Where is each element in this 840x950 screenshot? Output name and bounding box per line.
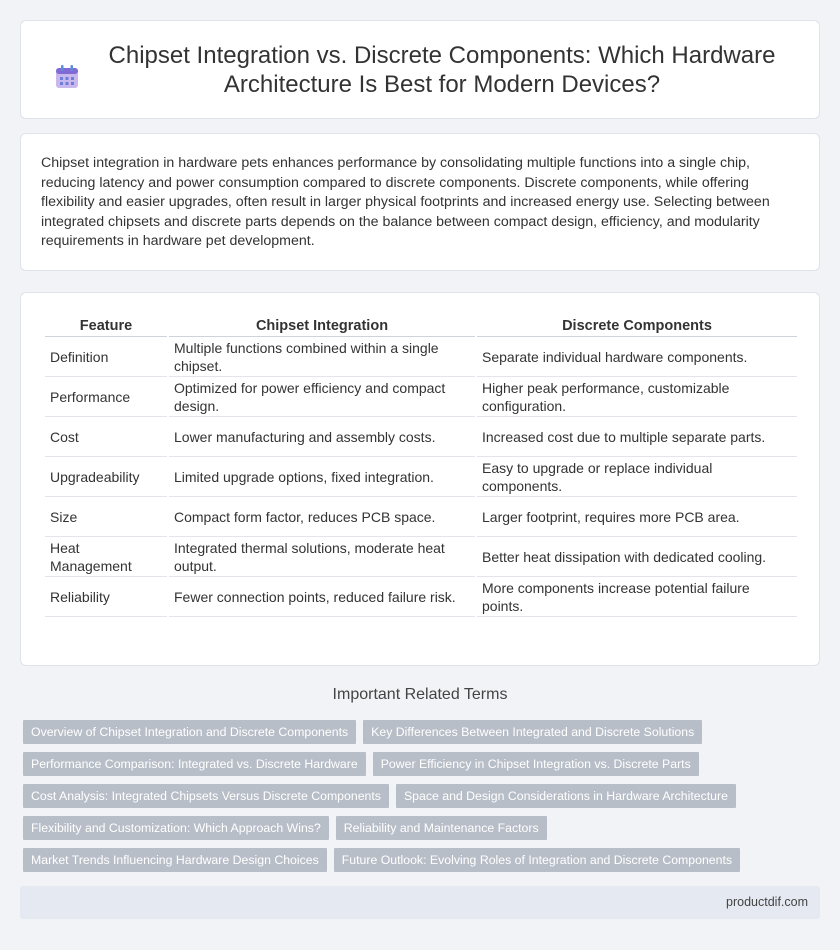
feature-cell: Size: [45, 497, 167, 537]
chipset-cell: Lower manufacturing and assembly costs.: [169, 417, 475, 457]
related-term-link[interactable]: Performance Comparison: Integrated vs. Discrete Hardware: [23, 752, 366, 776]
related-term-link[interactable]: Space and Design Considerations in Hardware Architecture: [396, 784, 736, 808]
discrete-cell: Separate individual hardware components.: [477, 337, 797, 377]
discrete-cell: More components increase potential failure points.: [477, 577, 797, 617]
feature-cell: Definition: [45, 337, 167, 377]
chipset-cell: Integrated thermal solutions, moderate heat output.: [169, 537, 475, 577]
feature-cell: Cost: [45, 417, 167, 457]
tag-row: [23, 848, 823, 872]
related-term-link[interactable]: Cost Analysis: Integrated Chipsets Versus Discrete Components: [23, 784, 389, 808]
related-term-link[interactable]: Market Trends Influencing Hardware Design Choices: [23, 848, 327, 872]
discrete-cell: Higher peak performance, customizable configuration.: [477, 377, 797, 417]
discrete-cell: Larger footprint, requires more PCB area.: [477, 497, 797, 537]
table-row: [45, 537, 797, 577]
intro-paragraph: Chipset integration in hardware pets enhances performance by consolidating multiple functions into a single chip, reducing latency and power consumption compared to discrete components. Discrete components, while offering flexibility and easier upgrades, often result in larger physical footprints and increased energy use. Selecting between integrated chipsets and discrete parts depends on the balance between compact design, efficiency, and modularity requirements in hardware pet development.: [41, 155, 770, 249]
related-term-link[interactable]: Reliability and Maintenance Factors: [336, 816, 547, 840]
table-row: [45, 577, 797, 617]
table-row: [45, 457, 797, 497]
tag-row: [23, 752, 823, 776]
chipset-cell: Limited upgrade options, fixed integration.: [169, 457, 475, 497]
chipset-cell: Fewer connection points, reduced failure risk.: [169, 577, 475, 617]
table-row: [45, 377, 797, 417]
related-term-link[interactable]: Power Efficiency in Chipset Integration vs. Discrete Parts: [373, 752, 699, 776]
footer: [20, 886, 820, 919]
related-terms-list: [23, 720, 823, 880]
related-term-link[interactable]: Overview of Chipset Integration and Discrete Components: [23, 720, 356, 744]
related-term-link[interactable]: Flexibility and Customization: Which Approach Wins?: [23, 816, 329, 840]
feature-cell: Performance: [45, 377, 167, 417]
page-title: Chipset Integration vs. Discrete Components: Which Hardware Architecture Is Best for Modern Devices?: [108, 41, 776, 98]
feature-cell: Heat Management: [45, 537, 167, 577]
discrete-cell: Easy to upgrade or replace individual components.: [477, 457, 797, 497]
discrete-cell: Increased cost due to multiple separate parts.: [477, 417, 797, 457]
column-header-chipset: Chipset Integration: [169, 313, 475, 337]
title-card: [20, 20, 820, 119]
chipset-cell: Optimized for power efficiency and compact design.: [169, 377, 475, 417]
discrete-cell: Better heat dissipation with dedicated cooling.: [477, 537, 797, 577]
intro-card: [20, 133, 820, 271]
calendar-grid-icon: [53, 63, 81, 91]
chipset-cell: Compact form factor, reduces PCB space.: [169, 497, 475, 537]
related-terms-heading: Important Related Terms: [332, 686, 508, 703]
related-term-link[interactable]: Key Differences Between Integrated and Discrete Solutions: [363, 720, 702, 744]
table-row: [45, 497, 797, 537]
column-header-discrete: Discrete Components: [477, 313, 797, 337]
table-row: [45, 337, 797, 377]
table-header-row: [45, 313, 797, 337]
tag-row: [23, 816, 823, 840]
tag-row: [23, 720, 823, 744]
comparison-card: [20, 292, 820, 666]
table-row: [45, 417, 797, 457]
feature-cell: Reliability: [45, 577, 167, 617]
column-header-feature: Feature: [45, 313, 167, 337]
feature-cell: Upgradeability: [45, 457, 167, 497]
tag-row: [23, 784, 823, 808]
site-credit[interactable]: productdif.com: [726, 895, 808, 909]
chipset-cell: Multiple functions combined within a single chipset.: [169, 337, 475, 377]
related-term-link[interactable]: Future Outlook: Evolving Roles of Integration and Discrete Components: [334, 848, 740, 872]
comparison-table: [43, 313, 799, 617]
